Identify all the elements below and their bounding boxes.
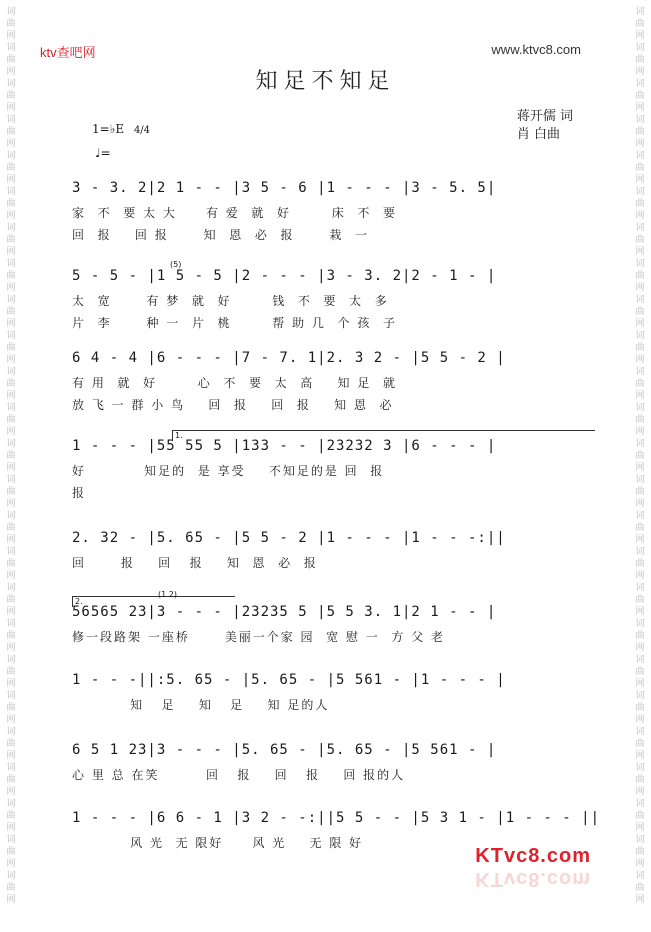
watermark-char: 曲	[6, 595, 16, 605]
watermark-char: 词	[635, 835, 645, 845]
lyric-line: 回 报 回 报 知 恩 必 报	[72, 556, 318, 570]
volta-second-ending: 2.	[72, 596, 235, 607]
watermark-char: 词	[6, 7, 16, 17]
watermark-char: 网	[6, 499, 16, 509]
watermark-char: 网	[6, 31, 16, 41]
lyric-line: 家 不 要 太 大 有 爱 就 好 床 不 要	[72, 206, 397, 220]
watermark-char: 曲	[635, 415, 645, 425]
key-signature	[92, 122, 150, 136]
composer: 肖 白曲	[516, 127, 560, 142]
score-system	[72, 672, 592, 738]
watermark-char: 曲	[6, 307, 16, 317]
lyric-line	[72, 786, 592, 808]
score-system	[72, 530, 592, 596]
watermark-char: 词	[635, 259, 645, 269]
watermark-char: 曲	[6, 163, 16, 173]
watermark-char: 词	[635, 511, 645, 521]
notation-line: 6 5 1 23|3 - - - |5. 65 - |5. 65 - |5 561 - |	[72, 742, 497, 758]
watermark-char: 词	[6, 727, 16, 737]
watermark-char: 词	[635, 79, 645, 89]
watermark-char: 网	[6, 247, 16, 257]
watermark-char: 网	[635, 427, 645, 437]
watermark-char: 网	[6, 319, 16, 329]
watermark-char: 网	[6, 643, 16, 653]
watermark-char: 曲	[635, 127, 645, 137]
watermark-char: 曲	[6, 271, 16, 281]
lyric-line: 心 里 总 在笑 回 报 回 报 回 报的人	[72, 768, 406, 782]
watermark-char: 词	[635, 871, 645, 881]
watermark-char: 网	[6, 895, 16, 905]
watermark-char: 词	[6, 583, 16, 593]
score-system	[72, 180, 592, 246]
watermark-char: 曲	[635, 55, 645, 65]
watermark-char: 曲	[635, 379, 645, 389]
watermark-char: 曲	[635, 91, 645, 101]
watermark-char: 词	[6, 223, 16, 233]
watermark-char: 词	[635, 367, 645, 377]
watermark-char: 词	[6, 151, 16, 161]
notation-line: 56565 23|3 - - - |23235 5 |5 5 3. 1|2 1 - - |	[72, 604, 497, 620]
watermark-char: 网	[635, 751, 645, 761]
watermark-char: 词	[6, 115, 16, 125]
watermark-char: 词	[6, 439, 16, 449]
watermark-char: 曲	[6, 199, 16, 209]
watermark-char: 曲	[635, 163, 645, 173]
watermark-char: 曲	[6, 703, 16, 713]
watermark-char: 网	[6, 607, 16, 617]
watermark-char: 网	[635, 319, 645, 329]
watermark-char: 曲	[635, 451, 645, 461]
watermark-char: 词	[635, 187, 645, 197]
song-title: 知足不知足	[255, 69, 396, 94]
watermark-char: 网	[6, 535, 16, 545]
watermark-char: 网	[635, 571, 645, 581]
watermark-char: 词	[635, 151, 645, 161]
lyric-line: 片 李 种 一 片 桃 帮 助 几 个 孩 子	[72, 316, 397, 330]
watermark-char: 词	[6, 367, 16, 377]
watermark-char: 词	[635, 727, 645, 737]
watermark-char: 曲	[635, 199, 645, 209]
watermark-char: 网	[6, 391, 16, 401]
watermark-char: 网	[635, 715, 645, 725]
watermark-char: 网	[6, 823, 16, 833]
watermark-char: 网	[6, 427, 16, 437]
right-watermark-strip	[629, 0, 651, 932]
watermark-char: 曲	[635, 235, 645, 245]
lyric-line	[72, 716, 592, 738]
watermark-char: 曲	[6, 883, 16, 893]
watermark-char: 词	[6, 691, 16, 701]
watermark-char: 词	[6, 475, 16, 485]
watermark-char: 曲	[6, 127, 16, 137]
notation-line: 1 - - - |6 6 - 1 |3 2 - -:||5 5 - - |5 3 1 - |1 - - - ||	[72, 810, 601, 826]
watermark-char: 曲	[635, 703, 645, 713]
watermark-char: 网	[6, 463, 16, 473]
lyric-line: 放 飞 一 群 小 鸟 回 报 回 报 知 恩 必	[72, 398, 394, 412]
watermark-char: 曲	[6, 631, 16, 641]
tempo-mark: ♩=	[95, 146, 111, 160]
watermark-char: 网	[635, 103, 645, 113]
score-system	[72, 260, 592, 334]
watermark-char: 网	[6, 715, 16, 725]
watermark-char: 网	[635, 643, 645, 653]
watermark-char: 曲	[635, 343, 645, 353]
watermark-char: 曲	[6, 559, 16, 569]
watermark-char: 曲	[6, 379, 16, 389]
watermark-char: 词	[6, 871, 16, 881]
watermark-char: 词	[6, 403, 16, 413]
watermark-char: 曲	[6, 19, 16, 29]
watermark-char: 曲	[6, 667, 16, 677]
watermark-char: 网	[635, 823, 645, 833]
watermark-char: 曲	[635, 739, 645, 749]
watermark-char: 词	[6, 799, 16, 809]
watermark-char: 词	[635, 619, 645, 629]
watermark-char: 网	[635, 787, 645, 797]
watermark-char: 词	[6, 835, 16, 845]
score-system	[72, 590, 592, 670]
watermark-char: 网	[6, 355, 16, 365]
watermark-char: 网	[6, 751, 16, 761]
watermark-char: 曲	[6, 523, 16, 533]
notation-line: 5 - 5 - |1 5 - 5 |2 - - - |3 - 3. 2|2 - 1 - |	[72, 268, 497, 284]
bracket-mark: (1 2)	[158, 590, 177, 599]
watermark-char: 曲	[635, 487, 645, 497]
watermark-char: 网	[635, 463, 645, 473]
watermark-char: 曲	[635, 667, 645, 677]
watermark-char: 网	[635, 247, 645, 257]
volta-first-ending: 1.	[172, 430, 595, 441]
score-system	[72, 742, 592, 808]
watermark-char: 网	[635, 607, 645, 617]
watermark-char: 词	[6, 259, 16, 269]
key-label: 1=♭E	[92, 122, 125, 136]
watermark-char: 曲	[635, 19, 645, 29]
watermark-char: 词	[6, 295, 16, 305]
watermark-char: 词	[635, 475, 645, 485]
watermark-char: 曲	[635, 595, 645, 605]
watermark-char: 网	[6, 211, 16, 221]
watermark-char: 词	[6, 331, 16, 341]
watermark-char: 词	[635, 7, 645, 17]
notation-line: 1 - - - |55 55 5 |133 - - |23232 3 |6 - - - |	[72, 438, 497, 454]
watermark-char: 词	[6, 547, 16, 557]
watermark-char: 曲	[635, 271, 645, 281]
notation-line: 6 4 - 4 |6 - - - |7 - 7. 1|2. 3 2 - |5 5 - 2 |	[72, 350, 506, 366]
notation-line: 2. 32 - |5. 65 - |5 5 - 2 |1 - - - |1 - - -:||	[72, 530, 506, 546]
watermark-char: 网	[6, 787, 16, 797]
watermark-char: 网	[6, 859, 16, 869]
lyric-line	[72, 648, 592, 670]
watermark-char: 网	[635, 499, 645, 509]
ktvc8-logo-reflection: KTvc8.com	[475, 868, 591, 890]
watermark-char: 网	[6, 103, 16, 113]
credits	[517, 108, 573, 144]
watermark-char: 网	[6, 175, 16, 185]
watermark-char: 网	[6, 571, 16, 581]
watermark-char: 网	[635, 139, 645, 149]
left-watermark-strip	[0, 0, 22, 932]
watermark-char: 词	[6, 187, 16, 197]
time-signature: 4/4	[133, 125, 151, 136]
lyric-line: 好 知足的 是 享受 不知足的是 回 报	[72, 464, 385, 478]
site-name-left[interactable]: ktv查吧网	[40, 45, 96, 60]
notation-line: 3 - 3. 2|2 1 - - |3 5 - 6 |1 - - - |3 - 5. 5|	[72, 180, 497, 196]
lyric-line: 太 宽 有 梦 就 好 钱 不 要 太 多	[72, 294, 389, 308]
lyric-line: 报	[72, 486, 87, 500]
watermark-char: 曲	[6, 235, 16, 245]
watermark-char: 网	[635, 859, 645, 869]
watermark-char: 曲	[635, 883, 645, 893]
watermark-char: 曲	[6, 451, 16, 461]
watermark-char: 词	[6, 763, 16, 773]
watermark-char: 曲	[635, 559, 645, 569]
lyric-line: 知 足 知 足 知 足的人	[72, 698, 330, 712]
watermark-char: 词	[635, 43, 645, 53]
watermark-char: 曲	[6, 55, 16, 65]
watermark-char: 词	[635, 691, 645, 701]
watermark-char: 曲	[6, 847, 16, 857]
watermark-char: 词	[635, 223, 645, 233]
watermark-char: 网	[6, 67, 16, 77]
watermark-char: 网	[6, 139, 16, 149]
watermark-char: 网	[635, 283, 645, 293]
watermark-char: 词	[635, 115, 645, 125]
watermark-char: 网	[635, 535, 645, 545]
watermark-char: 词	[6, 511, 16, 521]
watermark-char: 曲	[6, 739, 16, 749]
watermark-char: 词	[635, 331, 645, 341]
lyric-line: 回 报 回 报 知 恩 必 报 栽 一	[72, 228, 369, 242]
watermark-char: 网	[635, 175, 645, 185]
watermark-char: 网	[635, 895, 645, 905]
watermark-char: 曲	[635, 307, 645, 317]
watermark-char: 网	[635, 31, 645, 41]
ktvc8-logo: KTvc8.com	[475, 845, 591, 867]
watermark-char: 曲	[6, 415, 16, 425]
watermark-char: 词	[6, 655, 16, 665]
watermark-char: 曲	[6, 343, 16, 353]
lyric-line: 修一段路架 一座桥 美丽一个家 园 宽 慰 一 方 父 老	[72, 630, 446, 644]
watermark-char: 曲	[635, 523, 645, 533]
lyric-line	[72, 574, 592, 596]
watermark-char: 曲	[635, 811, 645, 821]
bracket-mark: (5)	[170, 260, 182, 269]
watermark-char: 网	[635, 679, 645, 689]
watermark-char: 网	[635, 391, 645, 401]
watermark-char: 词	[635, 583, 645, 593]
watermark-char: 词	[635, 403, 645, 413]
watermark-char: 网	[6, 679, 16, 689]
watermark-char: 词	[6, 79, 16, 89]
site-url-right[interactable]: www.ktvc8.com	[491, 42, 581, 57]
watermark-char: 曲	[6, 811, 16, 821]
watermark-char: 曲	[635, 775, 645, 785]
watermark-char: 曲	[6, 91, 16, 101]
watermark-char: 词	[635, 439, 645, 449]
lyric-line: 风 光 无 限好 风 光 无 限 好	[72, 836, 364, 850]
watermark-char: 词	[635, 763, 645, 773]
watermark-char: 网	[6, 283, 16, 293]
watermark-char: 词	[635, 655, 645, 665]
watermark-char: 网	[635, 67, 645, 77]
watermark-char: 网	[635, 355, 645, 365]
score-system	[72, 431, 592, 504]
watermark-char: 词	[635, 547, 645, 557]
lyricist: 蒋开儒 词	[516, 109, 573, 124]
score-system	[72, 350, 592, 416]
notation-line: 1 - - -||:5. 65 - |5. 65 - |5 561 - |1 - - - |	[72, 672, 506, 688]
watermark-char: 网	[635, 211, 645, 221]
lyric-line: 有 用 就 好 心 不 要 太 高 知 足 就	[72, 376, 397, 390]
watermark-char: 曲	[635, 847, 645, 857]
watermark-char: 词	[635, 799, 645, 809]
watermark-char: 曲	[6, 775, 16, 785]
watermark-char: 曲	[635, 631, 645, 641]
watermark-char: 词	[6, 619, 16, 629]
watermark-char: 词	[635, 295, 645, 305]
watermark-char: 词	[6, 43, 16, 53]
watermark-char: 曲	[6, 487, 16, 497]
